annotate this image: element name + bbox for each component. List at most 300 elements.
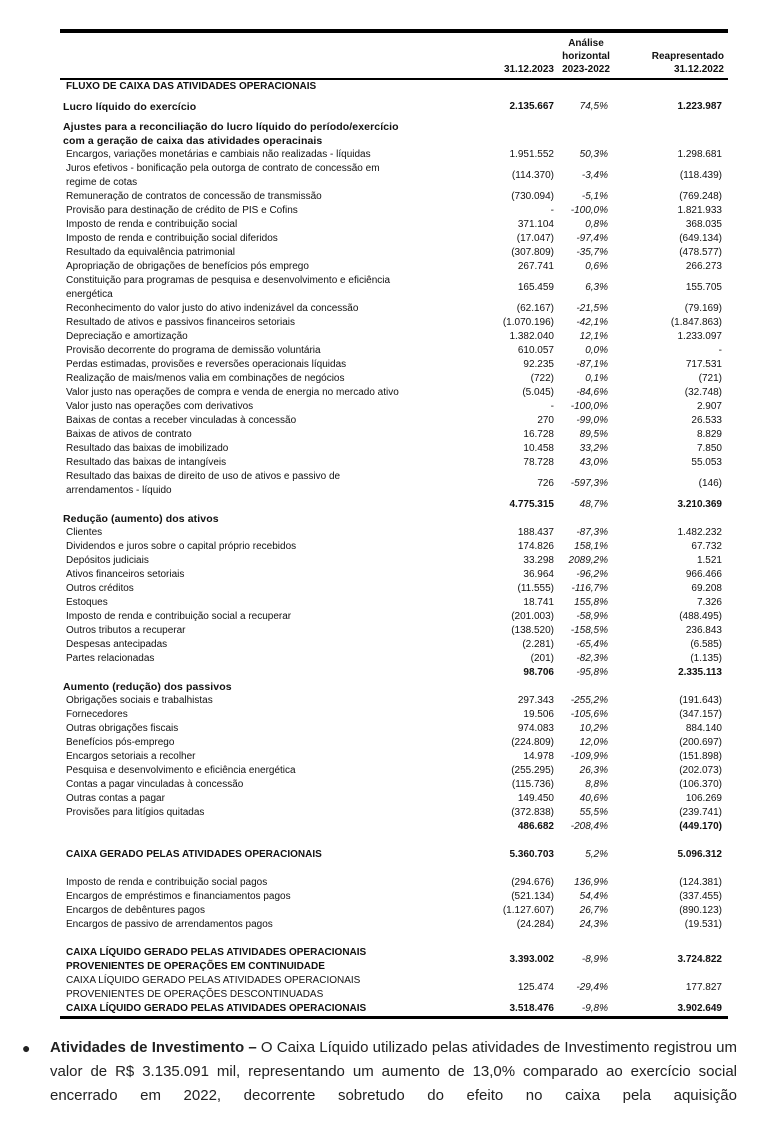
value-2023: 18.741 <box>523 597 554 608</box>
horizontal-analysis: 55,5% <box>579 807 608 818</box>
section-row <box>60 100 728 114</box>
row-label: Provisões para litígios quitadas <box>66 807 205 818</box>
row-label: Encargos de empréstimos e financiamentos pagos <box>66 891 291 902</box>
spacer-cell <box>60 932 728 946</box>
value-2022: 884.140 <box>685 723 722 734</box>
horizontal-analysis: 0,6% <box>585 261 608 272</box>
row-label: Juros efetivos - bonificação pela outorga de contrato de concessão em regime de cotas <box>66 163 380 188</box>
table-row <box>60 316 728 330</box>
value-2022: 177.827 <box>685 982 722 993</box>
value-2022 <box>616 120 728 148</box>
horizontal-analysis: 12,0% <box>579 737 608 748</box>
value-2023: 610.057 <box>517 345 554 356</box>
value-2022: (151.898) <box>679 751 722 762</box>
table-row <box>60 540 728 554</box>
table-row <box>60 624 728 638</box>
value-2022: - <box>718 345 722 356</box>
value-2023: 1.951.552 <box>509 149 554 160</box>
paragraph-text <box>50 1036 737 1108</box>
value-2022: 1.233.097 <box>677 331 722 342</box>
value-2023: 486.682 <box>517 821 554 832</box>
cash-flow-table-container <box>60 29 728 1019</box>
value-2022: 966.466 <box>685 569 722 580</box>
value-2022: (449.170) <box>679 821 722 832</box>
value-2022: (478.577) <box>679 247 722 258</box>
value-2023: (255.295) <box>511 765 554 776</box>
row-label: Despesas antecipadas <box>66 639 168 650</box>
value-2023: 4.775.315 <box>509 499 554 510</box>
value-2023: (11.555) <box>517 583 554 594</box>
horizontal-analysis: -100,0% <box>570 205 608 216</box>
value-2022: (202.073) <box>679 765 722 776</box>
table-row <box>60 806 728 820</box>
row-label: Fornecedores <box>66 709 128 720</box>
table-row <box>60 764 728 778</box>
row-label: Baixas de ativos de contrato <box>66 429 192 440</box>
value-2023: 92.235 <box>523 359 554 370</box>
row-label: Ativos financeiros setoriais <box>66 569 185 580</box>
table-row <box>60 736 728 750</box>
row-label: Outros tributos a recuperar <box>66 625 186 636</box>
row-label: Baixas de contas a receber vinculadas à concessão <box>66 415 297 426</box>
value-2022: 1.521 <box>696 555 722 566</box>
row-label: CAIXA LÍQUIDO GERADO PELAS ATIVIDADES OPERACIONAIS PROVENIENTES DE OPERAÇÕES DESCONTINUADAS <box>66 975 361 1000</box>
horizontal-analysis: 26,7% <box>579 905 608 916</box>
row-label: Depósitos judiciais <box>66 555 149 566</box>
value-2023: (201) <box>530 653 554 664</box>
value-2022: 3.724.822 <box>677 954 722 965</box>
row-label: Valor justo nas operações de compra e venda de energia no mercado ativo <box>66 387 399 398</box>
header-2022 <box>616 31 728 79</box>
row-label: Imposto de renda e contribuição social diferidos <box>66 233 278 244</box>
value-2022: 5.096.312 <box>677 849 722 860</box>
value-2023 <box>490 120 556 148</box>
table-row <box>60 708 728 722</box>
value-2023: (307.809) <box>511 247 554 258</box>
row-label: Encargos, variações monetárias e cambiais não realizadas - líquidas <box>66 149 371 160</box>
horizontal-analysis: -597,3% <box>570 478 608 489</box>
horizontal-analysis: -97,4% <box>576 233 608 244</box>
section-row <box>60 79 728 94</box>
horizontal-analysis: 0,8% <box>585 219 608 230</box>
table-body <box>60 79 728 1018</box>
row-label: Benefícios pós-emprego <box>66 737 175 748</box>
header-2023-text: 31.12.2023 <box>503 64 554 75</box>
horizontal-analysis: 6,3% <box>585 282 608 293</box>
paragraph-body: O Caixa Líquido utilizado pelas atividades de Investimento registrou um valor de R$ 3.135.091 mil, representando um aumento de 13,0% comparado ao exercício social encerrado em 2022, decorrente sobretudo do efeito no caixa pela aquisição <box>50 1039 737 1104</box>
row-label: Imposto de renda e contribuição social a recuperar <box>66 611 292 622</box>
horizontal-analysis <box>556 680 616 694</box>
row-label: Resultado da equivalência patrimonial <box>66 247 235 258</box>
header-ah-line3: 2023-2022 <box>562 64 610 75</box>
table-row <box>60 344 728 358</box>
value-2023: 165.459 <box>517 282 554 293</box>
header-analise-horizontal <box>556 31 616 79</box>
table-row <box>60 190 728 204</box>
horizontal-analysis: 33,2% <box>579 443 608 454</box>
row-label: Pesquisa e desenvolvimento e eficiência energética <box>66 765 296 776</box>
spacer-row <box>60 862 728 876</box>
table-row <box>60 778 728 792</box>
table-row <box>60 456 728 470</box>
table-row <box>60 162 728 190</box>
value-2023: 5.360.703 <box>509 849 554 860</box>
horizontal-analysis: 158,1% <box>574 541 608 552</box>
row-label: Realização de mais/menos valia em combinações de negócios <box>66 373 345 384</box>
horizontal-analysis: -95,8% <box>576 667 608 678</box>
table-row <box>60 694 728 708</box>
horizontal-analysis <box>556 512 616 526</box>
value-2022: (890.123) <box>679 905 722 916</box>
table-row <box>60 470 728 498</box>
row-label: Contas a pagar vinculadas à concessão <box>66 779 244 790</box>
horizontal-analysis: -9,8% <box>556 1002 616 1018</box>
value-2023: 14.978 <box>523 751 554 762</box>
value-2023: 19.506 <box>523 709 554 720</box>
value-2022: 3.210.369 <box>677 499 722 510</box>
spacer-cell <box>60 862 728 876</box>
value-2022: (1.135) <box>690 653 722 664</box>
row-label: Redução (aumento) dos ativos <box>63 513 219 525</box>
horizontal-analysis: -42,1% <box>576 317 608 328</box>
row-label: CAIXA GERADO PELAS ATIVIDADES OPERACIONAIS <box>66 849 322 860</box>
value-2022 <box>616 79 728 94</box>
value-2023: 16.728 <box>523 429 554 440</box>
value-2023: (1.127.607) <box>502 905 554 916</box>
row-label: Clientes <box>66 527 103 538</box>
value-2023: 125.474 <box>517 982 554 993</box>
value-2023: (521.134) <box>511 891 554 902</box>
investment-activities-paragraph <box>22 1036 737 1108</box>
horizontal-analysis: 54,4% <box>579 891 608 902</box>
value-2023: 149.450 <box>517 793 554 804</box>
section-row <box>60 512 728 526</box>
row-label: Outras contas a pagar <box>66 793 165 804</box>
table-row <box>60 204 728 218</box>
value-2022: 7.326 <box>696 597 722 608</box>
row-label: Aumento (redução) dos passivos <box>63 681 232 693</box>
value-2022: 155.705 <box>685 282 722 293</box>
table-row <box>60 372 728 386</box>
row-label: Encargos de passivo de arrendamentos pagos <box>66 919 273 930</box>
value-2023: (224.809) <box>511 737 554 748</box>
row-label: Remuneração de contratos de concessão de transmissão <box>66 191 322 202</box>
table-row <box>60 876 728 890</box>
horizontal-analysis: -82,3% <box>576 653 608 664</box>
horizontal-analysis: -87,3% <box>576 527 608 538</box>
row-label: Obrigações sociais e trabalhistas <box>66 695 213 706</box>
value-2022: 1.482.232 <box>677 527 722 538</box>
table-row <box>60 554 728 568</box>
value-2022: (146) <box>698 478 722 489</box>
table-row <box>60 918 728 932</box>
row-label: Dividendos e juros sobre o capital próprio recebidos <box>66 541 297 552</box>
value-2022: (118.439) <box>679 170 722 181</box>
row-label: Depreciação e amortização <box>66 331 188 342</box>
value-2023: (114.370) <box>511 170 554 181</box>
table-row <box>60 358 728 372</box>
value-2023 <box>490 512 556 526</box>
horizontal-analysis: 74,5% <box>579 101 608 112</box>
row-label: Outros créditos <box>66 583 134 594</box>
row-label <box>60 498 490 512</box>
row-label <box>60 666 490 680</box>
table-row <box>60 904 728 918</box>
value-2022: (337.455) <box>679 891 722 902</box>
horizontal-analysis: 43,0% <box>579 457 608 468</box>
table-row <box>60 638 728 652</box>
header-ah-line1: Análise <box>568 38 604 49</box>
value-2023: (201.003) <box>511 611 554 622</box>
value-2022: (106.370) <box>679 779 722 790</box>
horizontal-analysis: -8,9% <box>581 954 608 965</box>
row-label: Lucro líquido do exercício <box>63 101 197 113</box>
value-2023: 10.458 <box>523 443 554 454</box>
horizontal-analysis: -3,4% <box>581 170 608 181</box>
value-2023: (722) <box>530 373 554 384</box>
value-2023: - <box>550 205 554 216</box>
value-2023: (2.281) <box>522 639 554 650</box>
row-label: Resultado das baixas de intangíveis <box>66 457 227 468</box>
value-2023: 3.393.002 <box>509 954 554 965</box>
table-row <box>60 596 728 610</box>
value-2022 <box>616 680 728 694</box>
row-label: Imposto de renda e contribuição social <box>66 219 238 230</box>
horizontal-analysis: 8,8% <box>585 779 608 790</box>
section-row <box>60 120 728 148</box>
table-row <box>60 232 728 246</box>
row-label: Resultado de ativos e passivos financeiros setoriais <box>66 317 296 328</box>
row-label: Estoques <box>66 597 108 608</box>
horizontal-analysis: 0,1% <box>585 373 608 384</box>
table-row <box>60 974 728 1002</box>
header-2022-line2: 31.12.2022 <box>673 64 724 75</box>
row-label: Encargos de debêntures pagos <box>66 905 205 916</box>
header-2023 <box>490 31 556 79</box>
value-2022: (124.381) <box>679 877 722 888</box>
table-row <box>60 582 728 596</box>
horizontal-analysis: -208,4% <box>570 821 608 832</box>
row-label <box>60 820 490 834</box>
horizontal-analysis: 155,8% <box>574 597 608 608</box>
value-2023: 726 <box>537 478 554 489</box>
row-label: Imposto de renda e contribuição social pagos <box>66 877 268 888</box>
value-2023: 36.964 <box>523 569 554 580</box>
value-2022: (19.531) <box>684 919 722 930</box>
header-label-blank <box>60 31 490 79</box>
horizontal-analysis: -58,9% <box>576 611 608 622</box>
value-2023: (17.047) <box>516 233 554 244</box>
table-header-row <box>60 31 728 79</box>
table-row <box>60 652 728 666</box>
value-2023 <box>490 680 556 694</box>
horizontal-analysis: 2089,2% <box>568 555 608 566</box>
header-2022-line1: Reapresentado <box>651 51 724 62</box>
row-label: Perdas estimadas, provisões e reversões operacionais líquidas <box>66 359 347 370</box>
horizontal-analysis <box>556 120 616 148</box>
value-2022: (1.847.863) <box>670 317 722 328</box>
row-label: CAIXA LÍQUIDO GERADO PELAS ATIVIDADES OPERACIONAIS <box>60 1002 490 1018</box>
table-row <box>60 274 728 302</box>
value-2022: 2.907 <box>696 401 722 412</box>
row-label: Reconhecimento do valor justo do ativo indenizável da concessão <box>66 303 359 314</box>
table-row <box>60 148 728 162</box>
value-2023: (115.736) <box>511 779 554 790</box>
horizontal-analysis: -255,2% <box>570 695 608 706</box>
value-2022: 8.829 <box>696 429 722 440</box>
value-2022: 368.035 <box>685 219 722 230</box>
row-label: Ajustes para a reconciliação do lucro líquido do período/exercício com a geração de caixa das atividades operacinais <box>63 121 399 147</box>
value-2023: (294.676) <box>511 877 554 888</box>
value-2022: (79.169) <box>684 303 722 314</box>
value-2023: - <box>550 401 554 412</box>
value-2023: 174.826 <box>517 541 554 552</box>
horizontal-analysis: 89,5% <box>579 429 608 440</box>
value-2023: 2.135.667 <box>509 101 554 112</box>
table-row <box>60 386 728 400</box>
value-2022: 717.531 <box>685 359 722 370</box>
row-label: FLUXO DE CAIXA DAS ATIVIDADES OPERACIONAIS <box>66 81 317 92</box>
row-label: CAIXA LÍQUIDO GERADO PELAS ATIVIDADES OPERACIONAIS PROVENIENTES DE OPERAÇÕES EM CONTINUIDADE <box>66 947 367 972</box>
value-2023: (730.094) <box>511 191 554 202</box>
value-2023: 974.083 <box>517 723 554 734</box>
value-2022: 55.053 <box>691 457 722 468</box>
table-row <box>60 750 728 764</box>
value-2022: 69.208 <box>691 583 722 594</box>
value-2023: 297.343 <box>517 695 554 706</box>
subtotal-row <box>60 666 728 680</box>
row-label: Constituição para programas de pesquisa e desenvolvimento e eficiência energética <box>66 275 391 300</box>
horizontal-analysis: -99,0% <box>576 415 608 426</box>
table-row <box>60 246 728 260</box>
value-2022: (347.157) <box>679 709 722 720</box>
horizontal-analysis: -5,1% <box>581 191 608 202</box>
value-2022: 3.902.649 <box>616 1002 728 1018</box>
table-row <box>60 400 728 414</box>
horizontal-analysis: 0,0% <box>585 345 608 356</box>
table-row <box>60 218 728 232</box>
table-row <box>60 442 728 456</box>
section-row <box>60 680 728 694</box>
value-2023: (24.284) <box>516 919 554 930</box>
value-2022: 67.732 <box>691 541 722 552</box>
horizontal-analysis: -21,5% <box>576 303 608 314</box>
value-2023: 371.104 <box>517 219 554 230</box>
horizontal-analysis: -35,7% <box>576 247 608 258</box>
horizontal-analysis: -109,9% <box>570 751 608 762</box>
value-2023 <box>490 79 556 94</box>
value-2022: 1.223.987 <box>677 101 722 112</box>
value-2022: 236.843 <box>685 625 722 636</box>
horizontal-analysis: -158,5% <box>570 625 608 636</box>
horizontal-analysis: -29,4% <box>576 982 608 993</box>
horizontal-analysis: -100,0% <box>570 401 608 412</box>
row-label: Valor justo nas operações com derivativos <box>66 401 254 412</box>
row-label: Outras obrigações fiscais <box>66 723 179 734</box>
table-row <box>60 526 728 540</box>
table-row <box>60 428 728 442</box>
row-label: Provisão decorrente do programa de demissão voluntária <box>66 345 321 356</box>
horizontal-analysis <box>556 79 616 94</box>
value-2022: (6.585) <box>690 639 722 650</box>
horizontal-analysis: -84,6% <box>576 387 608 398</box>
row-label: Partes relacionadas <box>66 653 155 664</box>
horizontal-analysis: -116,7% <box>571 583 608 594</box>
value-2023: 98.706 <box>523 667 554 678</box>
value-2022: (239.741) <box>679 807 722 818</box>
paragraph-title: Atividades de Investimento – <box>50 1039 257 1056</box>
horizontal-analysis: -96,2% <box>576 569 608 580</box>
horizontal-analysis: -105,6% <box>570 709 608 720</box>
header-ah-line2: horizontal <box>562 51 610 62</box>
value-2023: 1.382.040 <box>509 331 554 342</box>
table-row <box>60 414 728 428</box>
section-row <box>60 1002 728 1018</box>
table-row <box>60 568 728 582</box>
table-row <box>60 260 728 274</box>
value-2022: 106.269 <box>685 793 722 804</box>
value-2023: 270 <box>537 415 554 426</box>
horizontal-analysis: 12,1% <box>579 331 608 342</box>
cash-flow-table <box>60 29 728 1019</box>
horizontal-analysis: 48,7% <box>579 499 608 510</box>
horizontal-analysis: 136,9% <box>574 877 608 888</box>
value-2022: (769.248) <box>679 191 722 202</box>
value-2022: (32.748) <box>684 387 722 398</box>
section-row <box>60 848 728 862</box>
value-2022: 7.850 <box>696 443 722 454</box>
bullet-icon: ● <box>22 1040 31 1056</box>
section-row <box>60 946 728 974</box>
table-row <box>60 722 728 736</box>
table-row <box>60 610 728 624</box>
value-2022: (649.134) <box>679 233 722 244</box>
value-2023: (372.838) <box>511 807 554 818</box>
subtotal-row <box>60 820 728 834</box>
horizontal-analysis: 24,3% <box>579 919 608 930</box>
spacer-cell <box>60 834 728 848</box>
value-2022: 2.335.113 <box>678 667 722 678</box>
value-2022: 1.298.681 <box>677 149 722 160</box>
row-label: Provisão para destinação de crédito de PIS e Cofins <box>66 205 298 216</box>
value-2023: (138.520) <box>511 625 554 636</box>
subtotal-row <box>60 498 728 512</box>
value-2023: 188.437 <box>517 527 554 538</box>
spacer-row <box>60 932 728 946</box>
horizontal-analysis: 40,6% <box>579 793 608 804</box>
horizontal-analysis: -87,1% <box>576 359 608 370</box>
value-2022: 266.273 <box>685 261 722 272</box>
value-2023: 3.518.476 <box>490 1002 556 1018</box>
row-label: Resultado das baixas de direito de uso de ativos e passivo de arrendamentos - líquido <box>66 471 341 496</box>
row-label: Apropriação de obrigações de benefícios pós emprego <box>66 261 309 272</box>
value-2022: (191.643) <box>679 695 722 706</box>
value-2022: 26.533 <box>691 415 722 426</box>
table-row <box>60 330 728 344</box>
horizontal-analysis: -65,4% <box>576 639 608 650</box>
value-2023: (1.070.196) <box>502 317 554 328</box>
value-2022: 1.821.933 <box>677 205 722 216</box>
table-row <box>60 792 728 806</box>
horizontal-analysis: 10,2% <box>579 723 608 734</box>
value-2022: (488.495) <box>679 611 722 622</box>
value-2022 <box>616 512 728 526</box>
value-2023: 33.298 <box>523 555 554 566</box>
value-2023: 267.741 <box>517 261 554 272</box>
table-row <box>60 890 728 904</box>
horizontal-analysis: 26,3% <box>579 765 608 776</box>
value-2023: (5.045) <box>522 387 554 398</box>
